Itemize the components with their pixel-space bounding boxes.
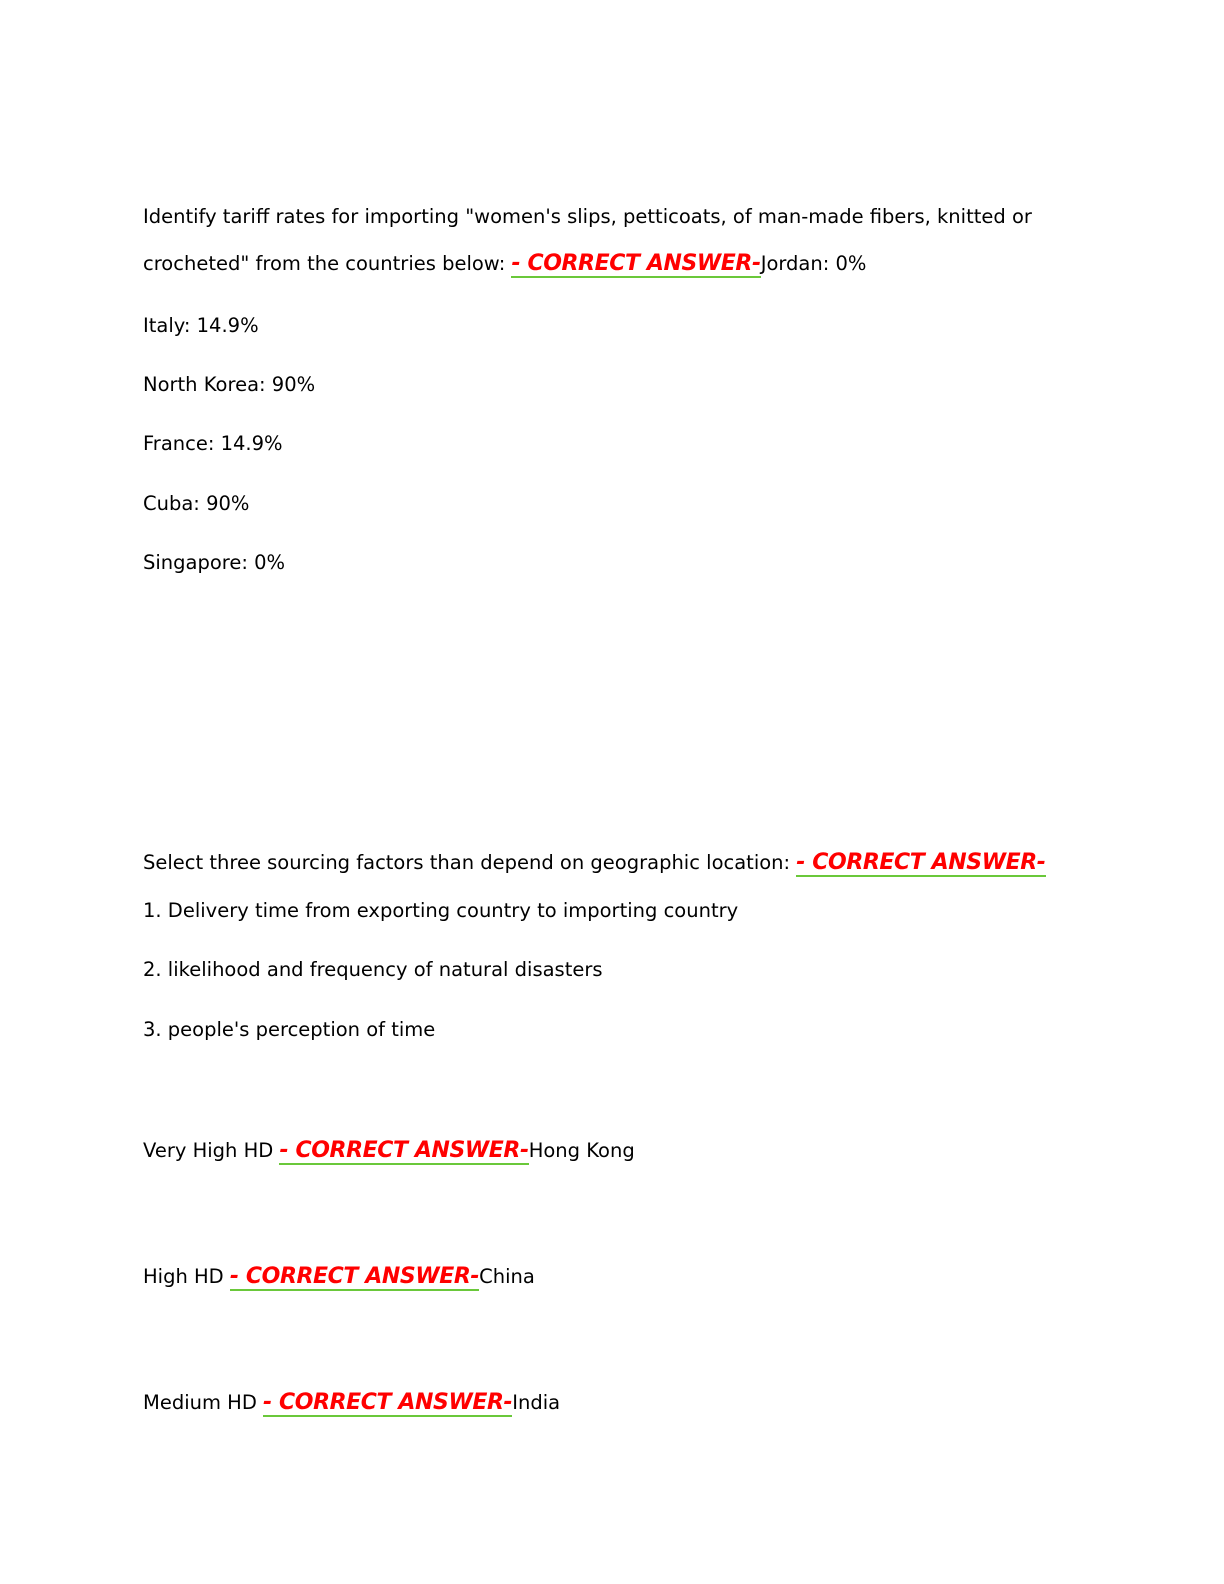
q1-correct-answer-label: - CORRECT ANSWER- <box>511 251 761 276</box>
q2-prompt: Select three sourcing factors than depend on geographic location: <box>143 851 797 874</box>
q2-list-item: 3. people's perception of time <box>143 1018 436 1041</box>
q1-list-item: France: 14.9% <box>143 432 283 455</box>
q1-list-item: Singapore: 0% <box>143 551 286 574</box>
q1-text-line2 <box>143 252 866 276</box>
q1-prompt-line1: Identify tariff rates for importing "women's slips, petticoats, of man-made fibers, knitted or <box>143 205 1032 228</box>
q1-list-item: North Korea: 90% <box>143 373 316 396</box>
q4-answer: China <box>479 1265 535 1288</box>
q5-answer: India <box>512 1391 561 1414</box>
q1-prompt-line2: crocheted" from the countries below: <box>143 252 512 275</box>
q2-list-item: 1. Delivery time from exporting country to importing country <box>143 899 739 922</box>
q3-answer: Hong Kong <box>528 1139 635 1162</box>
q2-correct-answer-label: - CORRECT ANSWER- <box>796 850 1046 875</box>
q5-text <box>143 1391 560 1415</box>
q5-correct-answer-label: - CORRECT ANSWER- <box>263 1390 513 1415</box>
q4-text <box>143 1265 535 1289</box>
q5-prompt: Medium HD <box>143 1391 264 1414</box>
q1-text-line1 <box>143 205 1032 229</box>
q3-prompt: Very High HD <box>143 1139 280 1162</box>
q4-prompt: High HD <box>143 1265 230 1288</box>
q3-text <box>143 1139 635 1163</box>
q2-list-item: 2. likelihood and frequency of natural disasters <box>143 958 603 981</box>
q2-text <box>143 851 1046 875</box>
q1-list-item: Cuba: 90% <box>143 492 250 515</box>
q4-correct-answer-label: - CORRECT ANSWER- <box>229 1264 480 1289</box>
q1-list-item: Italy: 14.9% <box>143 314 259 337</box>
q3-correct-answer-label: - CORRECT ANSWER- <box>279 1138 529 1163</box>
q1-answer-first: Jordan: 0% <box>760 252 867 275</box>
